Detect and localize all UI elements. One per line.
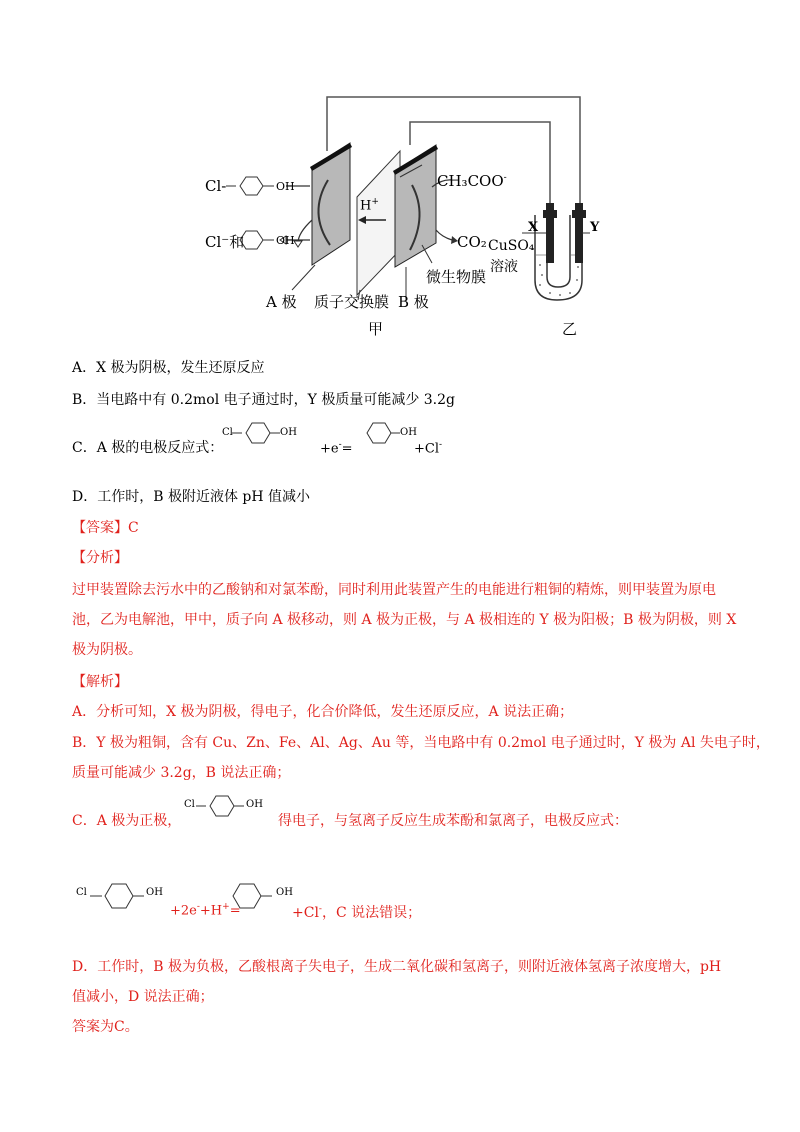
label-co2: CO₂ bbox=[457, 233, 487, 251]
label-oh-top: OH bbox=[276, 180, 295, 193]
option-b: B．当电路中有 0.2mol 电子通过时，Y 极质量可能减少 3.2g bbox=[72, 392, 456, 408]
option-c-prefix: C．A 极的电极反应式： bbox=[72, 440, 224, 456]
analysis-line-3: 极为阴极。 bbox=[72, 642, 142, 658]
answer-label: 【答案】 bbox=[72, 520, 128, 536]
analysis-label: 【分析】 bbox=[72, 550, 128, 566]
explain-c-prefix: C．A 极为正极， bbox=[72, 813, 182, 829]
explain-c-suffix: 得电子，与氢离子反应生成苯酚和氯离子，电极反应式： bbox=[278, 813, 628, 829]
explain-final: 答案为C。 bbox=[72, 1019, 139, 1035]
option-c-oh-left: OH bbox=[280, 427, 297, 438]
explain-eq-suffix: +Cl-，C 说法错误； bbox=[292, 904, 422, 921]
option-c-cl-left: Cl bbox=[222, 427, 233, 438]
explain-b-line-2: 质量可能减少 3.2g，B 说法正确； bbox=[72, 765, 291, 781]
chlorophenol-molecule-top bbox=[226, 177, 274, 195]
label-proton: H+ bbox=[360, 197, 379, 214]
explain-d-line-1: D．工作时，B 极为负极，乙酸根离子失电子，生成二氧化碳和氢离子，则附近液体氢离子浓度增大，pH bbox=[72, 959, 722, 975]
answer-line bbox=[72, 518, 139, 538]
explain-b-line-1: B．Y 极为粗铜，含有 Cu、Zn、Fe、Al、Ag、Au 等，当电路中有 0.2mol 电子通过时，Y 极为 Al 失电子时， bbox=[72, 735, 770, 751]
label-acetate: CH₃COO- bbox=[437, 172, 507, 190]
analysis-line-2: 池，乙为电解池，甲中，质子向 A 极移动，则 A 极为正极，与 A 极相连的 Y 极为阳极；B 极为阴极，则 X bbox=[72, 612, 737, 628]
explain-eq-mid: +2e-+H+= bbox=[170, 902, 241, 919]
label-cuso4: CuSO₄ bbox=[488, 238, 535, 254]
explain-label: 【解析】 bbox=[72, 674, 128, 690]
option-c-mid: +e-= bbox=[320, 440, 353, 457]
label-y: Y bbox=[590, 220, 600, 235]
label-oh-bottom: OH bbox=[276, 234, 295, 247]
label-cl-and: Cl⁻和 bbox=[205, 233, 245, 251]
explain-c-chlorophenol-structure bbox=[182, 792, 272, 828]
label-solution: 溶液 bbox=[490, 259, 518, 275]
label-x: X bbox=[528, 220, 539, 235]
explain-eq-cl: Cl bbox=[76, 887, 87, 898]
explain-c-cl: Cl bbox=[184, 799, 195, 810]
explain-a: A．分析可知，X 极为阴极，得电子，化合价降低，发生还原反应，A 说法正确； bbox=[72, 704, 574, 720]
label-cl-top: Cl- bbox=[205, 177, 227, 195]
label-yi: 乙 bbox=[562, 320, 578, 338]
explain-c-oh: OH bbox=[246, 799, 263, 810]
label-membrane: 质子交换膜 bbox=[314, 293, 390, 311]
proton-exchange-membrane bbox=[357, 151, 400, 295]
electrode-a bbox=[312, 143, 350, 265]
label-jia: 甲 bbox=[368, 320, 384, 338]
option-a: A．X 极为阴极，发生还原反应 bbox=[72, 360, 265, 376]
label-b-pole: B 极 bbox=[398, 293, 429, 311]
label-microbe-film: 微生物膜 bbox=[426, 268, 487, 286]
electrode-b bbox=[395, 145, 436, 267]
option-c-oh-right: OH bbox=[400, 427, 417, 438]
explain-eq-oh-left: OH bbox=[146, 887, 163, 898]
analysis-line-1: 过甲装置除去污水中的乙酸钠和对氯苯酚，同时利用此装置产生的电能进行粗铜的精炼，则甲装置为原电 bbox=[72, 582, 716, 598]
label-a-pole: A 极 bbox=[266, 293, 297, 311]
explain-eq-oh-right: OH bbox=[276, 887, 293, 898]
explain-d-line-2: 值减小，D 说法正确； bbox=[72, 989, 214, 1005]
option-c-suffix: +Cl- bbox=[414, 440, 443, 457]
answer-value: C bbox=[128, 520, 139, 536]
option-d: D．工作时，B 极附近液体 pH 值减小 bbox=[72, 489, 311, 505]
phenol-molecule-bottom bbox=[240, 231, 274, 249]
